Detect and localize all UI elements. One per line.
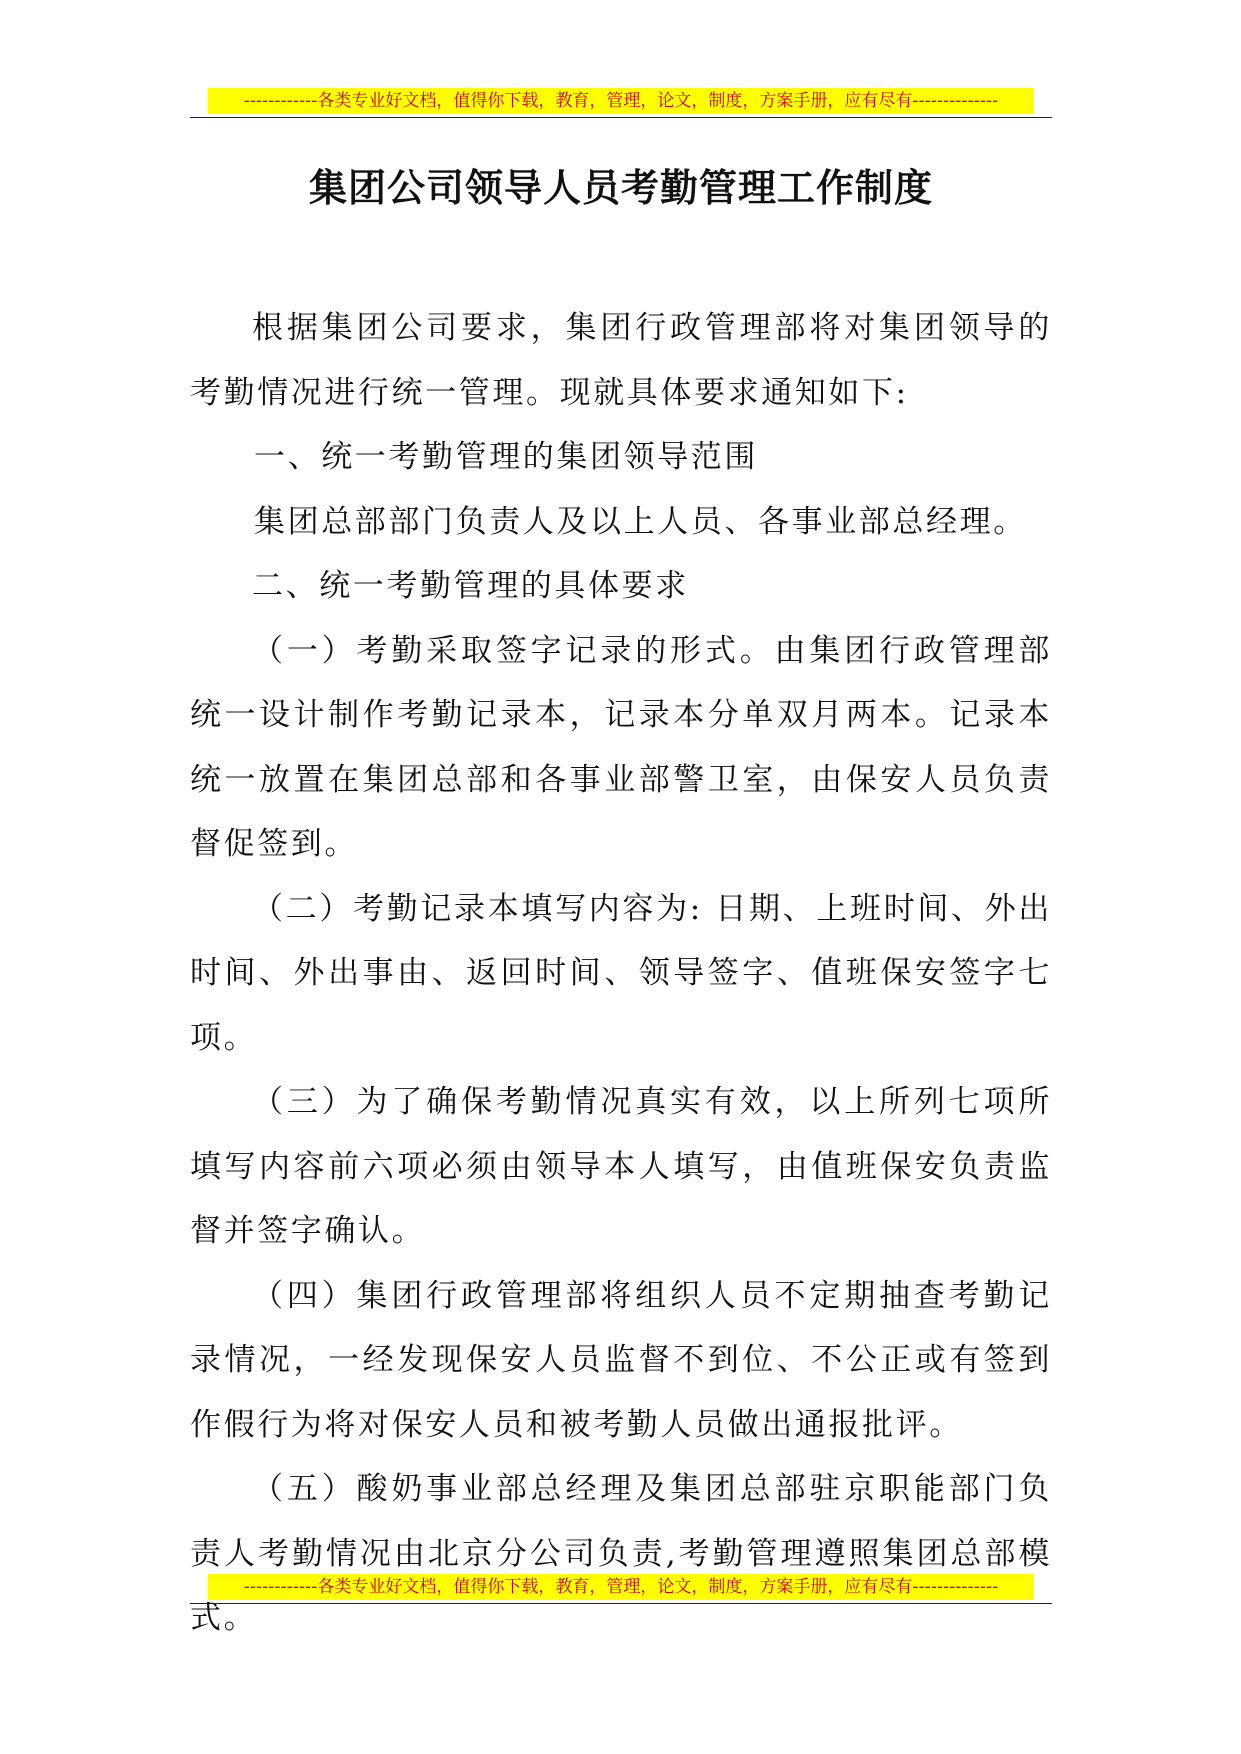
paragraph-item-5: （五）酸奶事业部总经理及集团总部驻京职能部门负责人考勤情况由北京分公司负责,考勤管理遵照集团总部模式。: [190, 1471, 1052, 1636]
section-heading-requirements: 二、统一考勤管理的具体要求: [252, 568, 689, 604]
section-heading-scope: 一、统一考勤管理的集团领导范围: [254, 439, 758, 475]
header-banner-text: ------------各类专业好文档，值得你下载，教育，管理，论文，制度，方案手册，应有尽有--------------: [208, 88, 1034, 114]
header-banner: [190, 88, 1052, 114]
paragraph-item-3: （三）为了确保考勤情况真实有效，以上所列七项所填写内容前六项必须由领导本人填写，由值班保安负责监督并签字确认。: [190, 1084, 1052, 1249]
paragraph-item-4: （四）集团行政管理部将组织人员不定期抽查考勤记录情况，一经发现保安人员监督不到位、不公正或有签到作假行为将对保安人员和被考勤人员做出通报批评。: [190, 1277, 1052, 1443]
paragraph-item-1: （一）考勤采取签字记录的形式。由集团行政管理部统一设计制作考勤记录本，记录本分单双月两本。记录本统一放置在集团总部和各事业部警卫室，由保安人员负责督促签到。: [190, 632, 1052, 862]
paragraph-item-2: （二）考勤记录本填写内容为: 日期、上班时间、外出时间、外出事由、返回时间、领导签字、值班保安签字七项。: [190, 890, 1052, 1056]
footer-divider: [190, 1603, 1052, 1604]
footer-banner: [190, 1574, 1052, 1600]
paragraph-scope: 集团总部部门负责人及以上人员、各事业部总经理。: [254, 503, 1027, 540]
header-divider: [190, 117, 1052, 118]
footer-banner-text: ------------各类专业好文档，值得你下载，教育，管理，论文，制度，方案手册，应有尽有--------------: [208, 1574, 1034, 1600]
document-body: [190, 296, 1052, 1651]
document-title: 集团公司领导人员考勤管理工作制度: [308, 166, 933, 210]
paragraph-intro: 根据集团公司要求，集团行政管理部将对集团领导的考勤情况进行统一管理。现就具体要求通知如下:: [190, 310, 1052, 411]
